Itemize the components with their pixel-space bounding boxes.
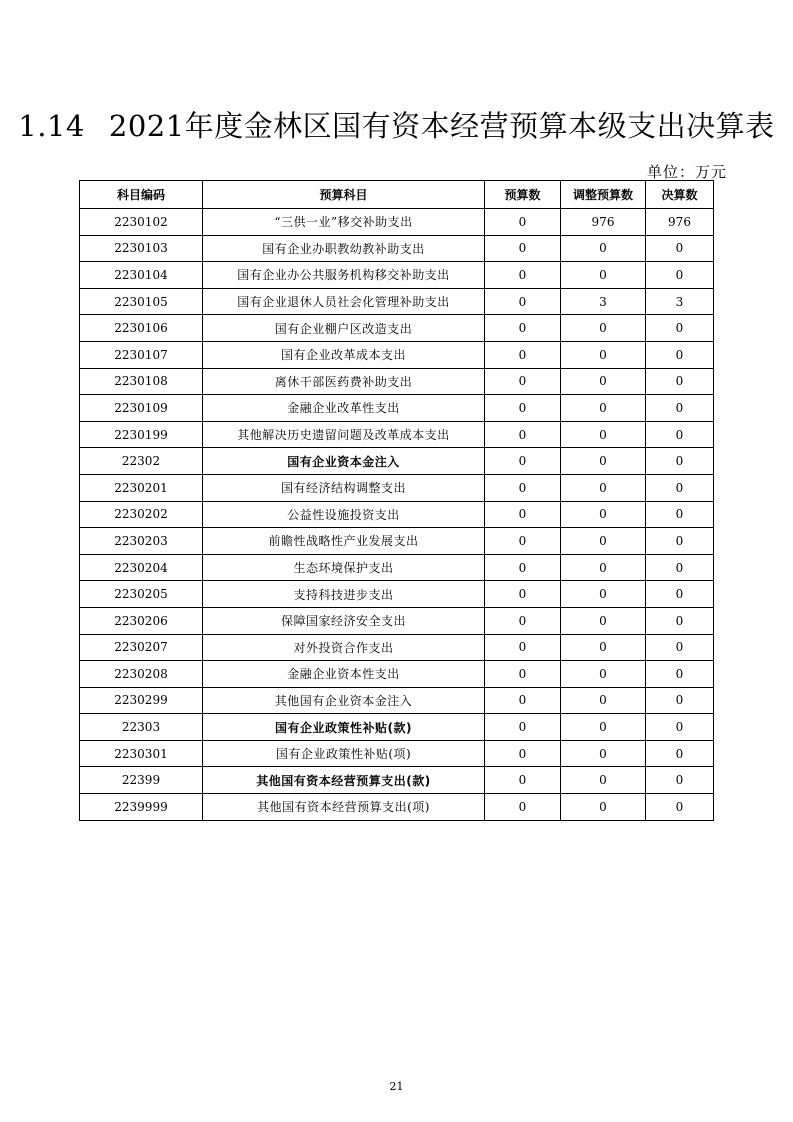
cell-budget: 0 [485,288,561,315]
cell-budget: 0 [485,528,561,555]
table-row [80,554,714,581]
cell-adjusted: 0 [561,740,646,767]
cell-name: 其他国有资本经营预算支出(款) [203,767,485,794]
cell-budget: 0 [485,714,561,741]
cell-budget: 0 [485,581,561,608]
cell-final: 0 [646,528,714,555]
cell-name: 前瞻性战略性产业发展支出 [203,528,485,555]
cell-code: 2230301 [80,740,203,767]
cell-code: 2230109 [80,395,203,422]
cell-budget: 0 [485,315,561,342]
title-number: 1.14 [18,109,85,143]
table-row [80,528,714,555]
table-row [80,368,714,395]
cell-adjusted: 0 [561,554,646,581]
page-number: 21 [389,1080,404,1093]
cell-final: 0 [646,395,714,422]
cell-code: 2230208 [80,661,203,688]
cell-budget: 0 [485,474,561,501]
cell-name: 公益性设施投资支出 [203,501,485,528]
cell-budget: 0 [485,794,561,821]
cell-adjusted: 0 [561,421,646,448]
cell-name: 国有经济结构调整支出 [203,474,485,501]
cell-budget: 0 [485,235,561,262]
cell-name: “三供一业”移交补助支出 [203,209,485,236]
cell-budget: 0 [485,554,561,581]
table-row [80,209,714,236]
unit-label: 单位：万元 [646,163,727,181]
cell-final: 0 [646,714,714,741]
table-row [80,501,714,528]
cell-code: 2230106 [80,315,203,342]
cell-final: 3 [646,288,714,315]
cell-code: 2230204 [80,554,203,581]
table-row [80,474,714,501]
cell-code: 22302 [80,448,203,475]
table-row [80,714,714,741]
cell-code: 2230207 [80,634,203,661]
cell-budget: 0 [485,501,561,528]
page-title [0,104,793,145]
table-row [80,341,714,368]
cell-adjusted: 0 [561,341,646,368]
cell-code: 2239999 [80,794,203,821]
cell-adjusted: 0 [561,501,646,528]
cell-adjusted: 0 [561,794,646,821]
cell-adjusted: 0 [561,474,646,501]
cell-name: 对外投资合作支出 [203,634,485,661]
cell-budget: 0 [485,607,561,634]
cell-adjusted: 0 [561,262,646,289]
cell-code: 2230104 [80,262,203,289]
cell-final: 0 [646,421,714,448]
cell-code: 22303 [80,714,203,741]
cell-final: 0 [646,687,714,714]
cell-code: 2230108 [80,368,203,395]
table-row [80,767,714,794]
cell-name: 国有企业资本金注入 [203,448,485,475]
table-row [80,235,714,262]
cell-final: 0 [646,235,714,262]
cell-final: 0 [646,501,714,528]
cell-adjusted: 0 [561,528,646,555]
header-row [80,181,714,209]
cell-name: 其他解决历史遗留问题及改革成本支出 [203,421,485,448]
table-row [80,687,714,714]
header-code: 科目编码 [80,181,203,209]
cell-final: 0 [646,661,714,688]
cell-adjusted: 3 [561,288,646,315]
cell-adjusted: 0 [561,767,646,794]
budget-table [79,180,714,821]
cell-name: 国有企业办职教幼教补助支出 [203,235,485,262]
cell-name: 国有企业办公共服务机构移交补助支出 [203,262,485,289]
cell-name: 国有企业棚户区改造支出 [203,315,485,342]
title-text: 2021年度金林区国有资本经营预算本级支出决算表 [108,109,775,143]
cell-budget: 0 [485,368,561,395]
cell-budget: 0 [485,634,561,661]
table-row [80,421,714,448]
cell-code: 2230203 [80,528,203,555]
table-row [80,448,714,475]
cell-adjusted: 0 [561,581,646,608]
cell-code: 2230199 [80,421,203,448]
cell-code: 2230202 [80,501,203,528]
cell-code: 2230102 [80,209,203,236]
cell-final: 0 [646,767,714,794]
cell-budget: 0 [485,687,561,714]
cell-name: 金融企业改革性支出 [203,395,485,422]
header-final: 决算数 [646,181,714,209]
cell-name: 其他国有资本经营预算支出(项) [203,794,485,821]
cell-final: 976 [646,209,714,236]
cell-budget: 0 [485,262,561,289]
cell-adjusted: 0 [561,607,646,634]
cell-adjusted: 0 [561,235,646,262]
cell-code: 22399 [80,767,203,794]
cell-adjusted: 0 [561,315,646,342]
table-row [80,661,714,688]
cell-adjusted: 0 [561,661,646,688]
cell-budget: 0 [485,740,561,767]
cell-adjusted: 0 [561,714,646,741]
cell-budget: 0 [485,421,561,448]
cell-budget: 0 [485,341,561,368]
table-row [80,581,714,608]
cell-final: 0 [646,315,714,342]
cell-name: 其他国有企业资本金注入 [203,687,485,714]
table-row [80,288,714,315]
cell-code: 2230299 [80,687,203,714]
table-row [80,740,714,767]
cell-code: 2230105 [80,288,203,315]
cell-final: 0 [646,554,714,581]
cell-final: 0 [646,474,714,501]
cell-name: 国有企业退休人员社会化管理补助支出 [203,288,485,315]
cell-adjusted: 0 [561,448,646,475]
table-row [80,262,714,289]
cell-name: 国有企业改革成本支出 [203,341,485,368]
cell-final: 0 [646,341,714,368]
cell-code: 2230103 [80,235,203,262]
cell-code: 2230205 [80,581,203,608]
cell-code: 2230107 [80,341,203,368]
table-row [80,395,714,422]
cell-budget: 0 [485,767,561,794]
cell-final: 0 [646,448,714,475]
table-row [80,315,714,342]
cell-adjusted: 976 [561,209,646,236]
cell-name: 生态环境保护支出 [203,554,485,581]
cell-budget: 0 [485,448,561,475]
cell-final: 0 [646,262,714,289]
cell-final: 0 [646,368,714,395]
cell-final: 0 [646,740,714,767]
table-row [80,634,714,661]
cell-name: 国有企业政策性补贴(项) [203,740,485,767]
header-name: 预算科目 [203,181,485,209]
cell-name: 金融企业资本性支出 [203,661,485,688]
cell-name: 支持科技进步支出 [203,581,485,608]
cell-name: 离休干部医药费补助支出 [203,368,485,395]
cell-code: 2230201 [80,474,203,501]
header-budget: 预算数 [485,181,561,209]
cell-final: 0 [646,581,714,608]
cell-final: 0 [646,607,714,634]
cell-budget: 0 [485,661,561,688]
cell-code: 2230206 [80,607,203,634]
cell-adjusted: 0 [561,634,646,661]
cell-name: 保障国家经济安全支出 [203,607,485,634]
cell-budget: 0 [485,395,561,422]
cell-budget: 0 [485,209,561,236]
table-row [80,794,714,821]
cell-final: 0 [646,634,714,661]
cell-name: 国有企业政策性补贴(款) [203,714,485,741]
table-body [80,209,714,821]
table-row [80,607,714,634]
cell-adjusted: 0 [561,368,646,395]
cell-adjusted: 0 [561,395,646,422]
header-adjusted: 调整预算数 [561,181,646,209]
cell-final: 0 [646,794,714,821]
cell-adjusted: 0 [561,687,646,714]
